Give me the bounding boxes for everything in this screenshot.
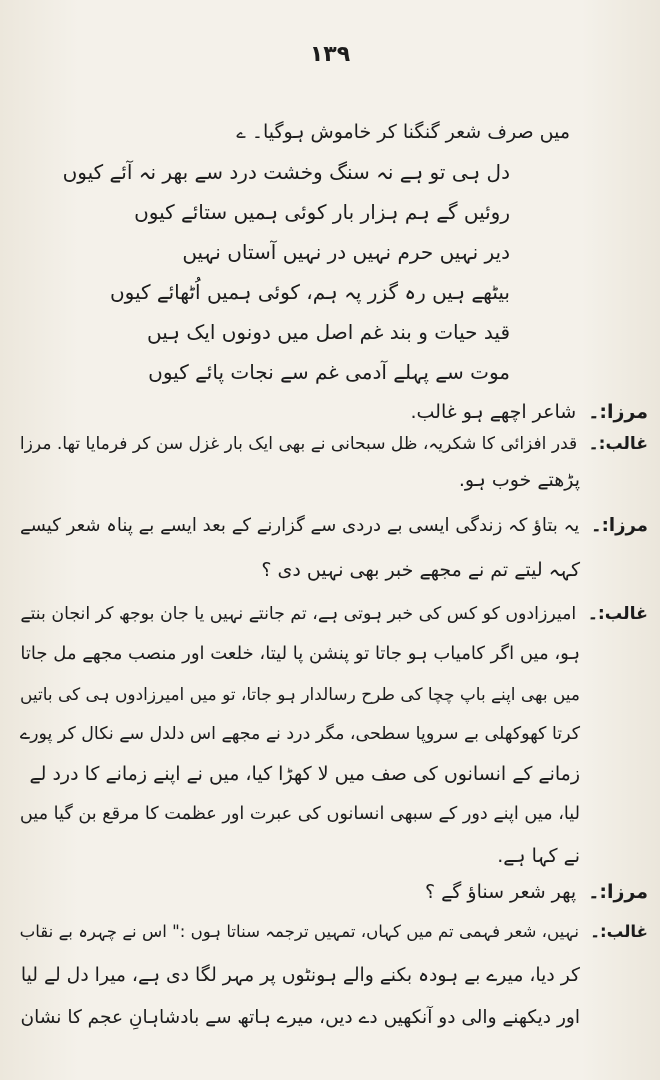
dialogue-line: [20, 600, 648, 628]
speaker-label: مرزا:۔: [588, 881, 648, 903]
dialogue-continuation: ہو، میں اگر کامیاب ہو جاتا تو پنشن پا لیتا، خلعت اور منصب مجھے مل جاتا: [20, 643, 580, 664]
dialogue-line: [20, 430, 648, 458]
intro-line: [236, 118, 570, 147]
intro-text: میں صرف شعر گنگنا کر خاموش ہوگیا۔: [251, 121, 570, 143]
verse-line: روئیں گے ہم ہزار بار کوئی ہمیں ستائے کیوں: [134, 200, 510, 224]
dialogue-text: نہیں، شعر فہمی تم میں کہاں، تمہیں ترجمہ سناتا ہوں :" اس نے چہرہ بے نقاب: [19, 922, 579, 941]
speaker-label: مرزا:۔: [591, 515, 648, 536]
verse-mark: ے: [236, 123, 246, 142]
speaker-label: غالب:۔: [588, 434, 648, 454]
dialogue-continuation: کہہ لیتے تم نے مجھے خبر بھی نہیں دی ؟: [261, 559, 580, 581]
verse-line: دیر نہیں حرم نہیں در نہیں آستاں نہیں: [182, 240, 510, 264]
dialogue-continuation: کرتا کھوکھلی بے سروپا سطحی، مگر درد نے مجھے اس دلدل سے نکال کر پورے: [19, 724, 580, 744]
dialogue-text: پھر شعر سناؤ گے ؟: [425, 881, 577, 903]
speaker-label: غالب:۔: [590, 922, 648, 941]
verse-line: بیٹھے ہیں رہ گزر پہ ہم، کوئی ہمیں اُٹھائے کیوں: [109, 280, 510, 304]
dialogue-continuation: زمانے کے انسانوں کی صف میں لا کھڑا کیا، میں نے اپنے زمانے کا درد لے: [29, 763, 580, 785]
dialogue-text: امیرزادوں کو کس کی خبر ہوتی ہے، تم جانتے نہیں یا جان بوجھ کر انجان بنتے: [20, 604, 577, 624]
dialogue-text: قدر افزائی کا شکریہ، ظل سبحانی نے بھی ایک بار غزل سن کر فرمایا تھا. مرزا: [19, 434, 578, 454]
dialogue-text: شاعر اچھے ہو غالب.: [410, 401, 577, 423]
verse-line: قید حیات و بند غم اصل میں دونوں ایک ہیں: [147, 320, 510, 344]
dialogue-line: [410, 398, 648, 426]
dialogue-continuation: کر دیا، میرے بے ہودہ بکنے والے ہونٹوں پر مہر لگا دی ہے، میرا دل لے لیا: [20, 965, 580, 986]
verse-line: دل ہی تو ہے نہ سنگ وخشت درد سے بھر نہ آئے کیوں: [62, 160, 510, 184]
dialogue-text: یہ بتاؤ کہ زندگی ایسی بے دردی سے گزارنے کے بعد ایسے بے پناہ شعر کیسے: [20, 515, 580, 536]
dialogue-line: [425, 878, 648, 906]
page-number: ۱۳۹: [309, 42, 351, 67]
speaker-label: غالب:۔: [587, 604, 648, 624]
dialogue-continuation: میں بھی اپنے باپ چچا کی طرح رسالدار ہو جاتا، تو میں امیرزادوں ہی کی باتیں: [19, 684, 580, 704]
speaker-label: مرزا:۔: [588, 401, 648, 423]
dialogue-continuation: لیا، میں اپنے دور کے سبھی انسانوں کی عبرت اور عظمت کا مرقع بن گیا میں: [19, 804, 580, 824]
dialogue-continuation: اور دیکھنے والی دو آنکھیں دے دیں، میرے ہاتھ سے بادشاہانِ عجم کا نشان: [20, 1007, 580, 1028]
verse-line: موت سے پہلے آدمی غم سے نجات پائے کیوں: [148, 360, 510, 384]
dialogue-continuation: پڑھتے خوب ہو.: [458, 469, 580, 491]
dialogue-line: [20, 918, 648, 946]
dialogue-continuation: نے کہا ہے.: [497, 845, 580, 867]
dialogue-line: [20, 512, 648, 540]
